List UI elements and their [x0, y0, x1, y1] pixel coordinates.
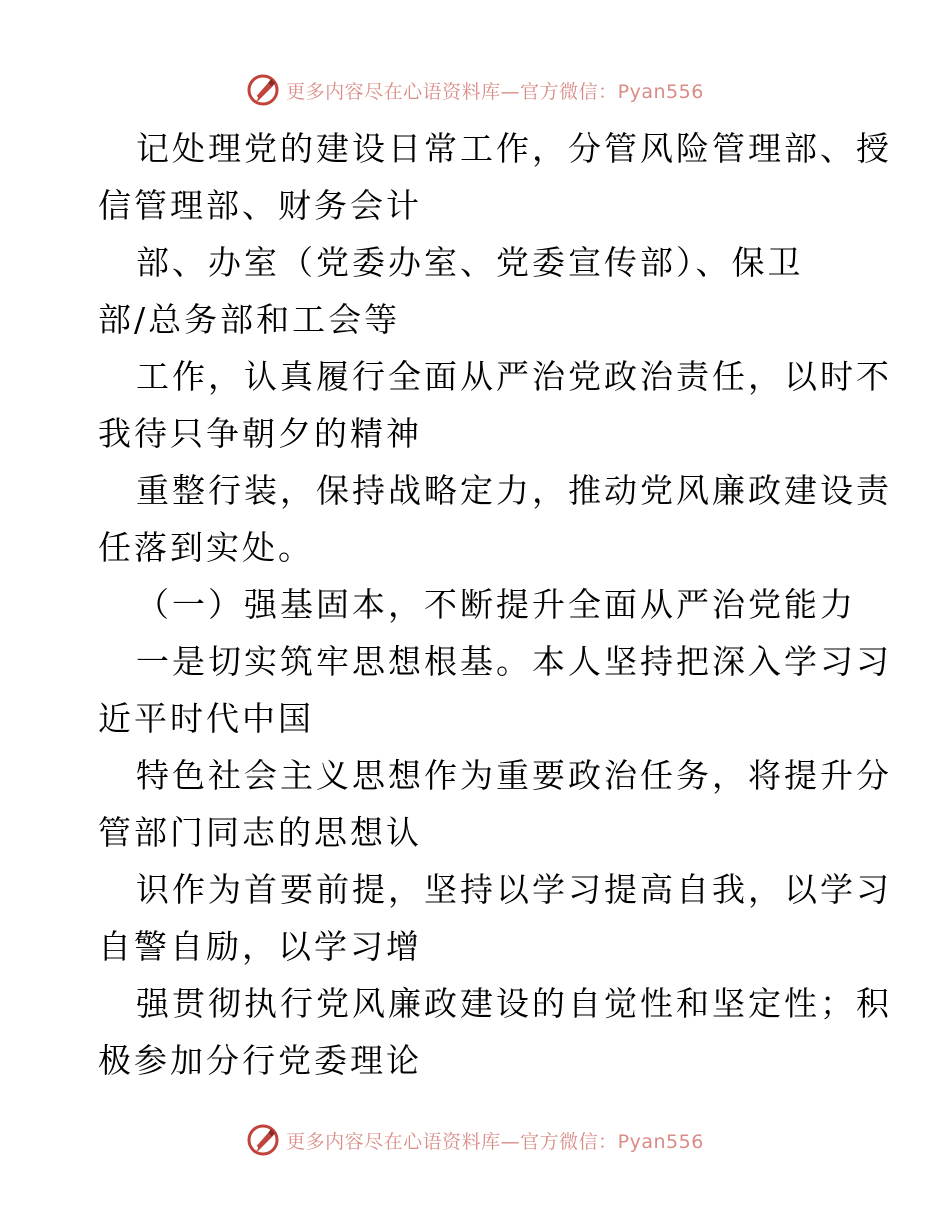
body-line: 信管理部、财务会计 [98, 186, 422, 225]
body-line: 部、办室（党委办室、党委宣传部）、保卫 [136, 243, 804, 282]
header-banner-text: 更多内容尽在心语资料库—官方微信：Pyan556 [286, 80, 704, 103]
body-line: 我待只争朝夕的精神 [98, 414, 422, 453]
footer-banner-text: 更多内容尽在心语资料库—官方微信：Pyan556 [286, 1130, 704, 1153]
body-line: 工作，认真履行全面从严治党政治责任，以时不 [136, 357, 892, 396]
footer-banner-inner [246, 1123, 704, 1157]
body-line: 管部门同志的思想认 [98, 813, 422, 852]
body-line: 记处理党的建设日常工作，分管风险管理部、授 [136, 129, 892, 168]
section-heading: （一）强基固本，不断提升全面从严治党能力 [136, 585, 856, 624]
body-line: 强贯彻执行党风廉政建设的自觉性和坚定性；积 [136, 984, 892, 1023]
body-line: 自警自励，以学习增 [98, 927, 422, 966]
body-line: 一是切实筑牢思想根基。本人坚持把深入学习习 [136, 642, 892, 681]
document-body [98, 120, 892, 1089]
body-line: 近平时代中国 [98, 699, 314, 738]
header-banner [0, 72, 950, 108]
body-line: 识作为首要前提，坚持以学习提高自我，以学习 [136, 870, 892, 909]
body-line: 极参加分行党委理论 [98, 1041, 422, 1080]
pen-seal-logo-icon [246, 73, 280, 107]
body-line: 任落到实处。 [98, 528, 314, 567]
body-line: 部/总务部和工会等 [98, 300, 401, 339]
header-banner-inner [246, 73, 704, 107]
pen-seal-logo-icon [246, 1123, 280, 1157]
body-line: 特色社会主义思想作为重要政治任务，将提升分 [136, 756, 892, 795]
footer-banner [0, 1122, 950, 1158]
body-line: 重整行装，保持战略定力，推动党风廉政建设责 [136, 471, 892, 510]
